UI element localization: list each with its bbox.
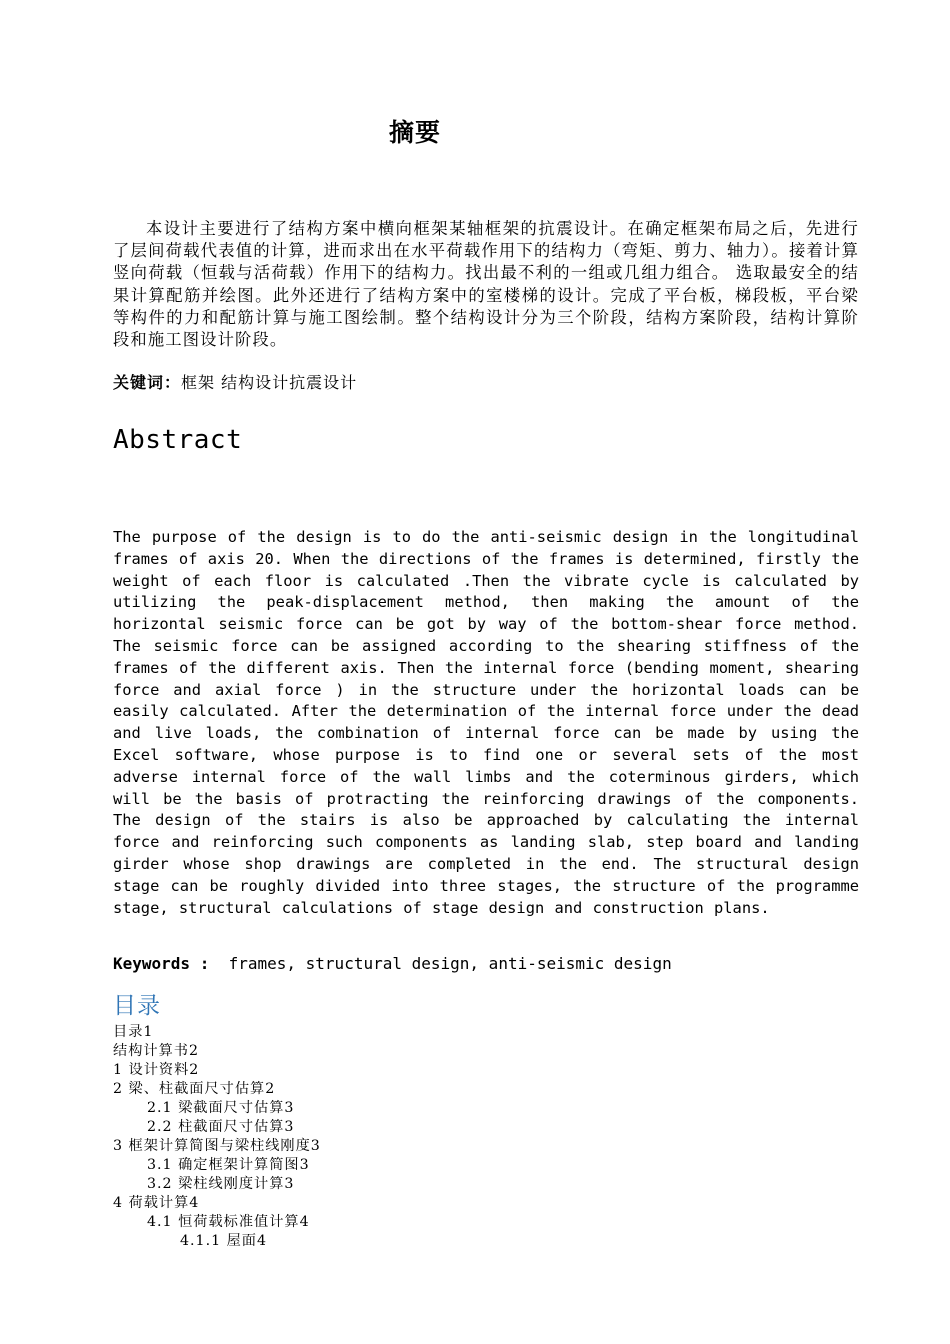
toc-item[interactable]: 2.1 梁截面尺寸估算3 xyxy=(147,1100,295,1116)
toc-item[interactable]: 1 设计资料2 xyxy=(113,1062,200,1078)
toc-item[interactable]: 4.1 恒荷载标准值计算4 xyxy=(147,1214,310,1230)
toc-item[interactable]: 目录1 xyxy=(113,1024,154,1040)
toc-item[interactable]: 2 梁、柱截面尺寸估算2 xyxy=(113,1081,276,1097)
table-of-contents xyxy=(113,1023,321,1251)
english-keywords-value: frames, structural design, anti-seismic design xyxy=(228,954,672,973)
english-keywords-label: Keywords : xyxy=(113,954,210,973)
toc-item[interactable]: 2.2 柱截面尺寸估算3 xyxy=(147,1119,295,1135)
english-abstract-body: The purpose of the design is to do the anti-seismic design in the longitudinal frames of axis 20. When the directions of the frames is determined, firstly the weight of each floor is calculated .Then the vibrate cycle is calculated by utilizing the peak-displacement method, then making the amount of the horizontal seismic force can be got by way of the bottom-shear force method. The seismic force can be assigned according to the shearing stiffness of the frames of the different axis. Then the internal force (bending moment, shearing force and axial force ) in the structure under the horizontal loads can be easily calculated. After the determination of the internal force under the dead and live loads, the combination of internal force can be made by using the Excel software, whose purpose is to find one or several sets of the most adverse internal force of the wall limbs and the coterminous girders, which will be the basis of protracting the reinforcing drawings of the components. The design of the stairs is also be approached by calculating the internal force and reinforcing such components as landing slab, step board and landing girder whose shop drawings are completed in the end. The structural design stage can be roughly divided into three stages, the structure of the programme stage, structural calculations of stage design and construction plans. xyxy=(113,528,859,917)
toc-item[interactable]: 4 荷载计算4 xyxy=(113,1195,200,1211)
chinese-abstract-title: 摘要 xyxy=(388,118,441,147)
toc-item[interactable]: 3 框架计算简图与梁柱线刚度3 xyxy=(113,1138,321,1154)
chinese-keywords xyxy=(113,371,357,395)
toc-item[interactable]: 3.1 确定框架计算简图3 xyxy=(147,1157,310,1173)
english-keywords xyxy=(113,952,672,976)
toc-item[interactable]: 3.2 梁柱线刚度计算3 xyxy=(147,1176,295,1192)
toc-item[interactable]: 4.1.1 屋面4 xyxy=(180,1233,268,1249)
chinese-abstract-body: 本设计主要进行了结构方案中横向框架某轴框架的抗震设计。在确定框架布局之后，先进行了层间荷载代表值的计算，进而求出在水平荷载作用下的结构力（弯矩、剪力、轴力）。接着计算竖向荷载（恒载与活荷载）作用下的结构力。找出最不利的一组或几组力组合。 选取最安全的结果计算配筋并绘图。此外还进行了结构方案中的室楼梯的设计。完成了平台板，梯段板，平台梁等构件的力和配筋计算与施工图绘制。整个结构设计分为三个阶段，结构方案阶段，结构计算阶段和施工图设计阶段。 xyxy=(113,219,859,350)
toc-title: 目录 xyxy=(113,993,161,1019)
chinese-keywords-value: 框架 结构设计抗震设计 xyxy=(181,373,358,392)
english-abstract-title: Abstract xyxy=(113,425,243,455)
chinese-keywords-label: 关键词： xyxy=(113,373,182,392)
toc-item[interactable]: 结构计算书2 xyxy=(113,1043,199,1059)
